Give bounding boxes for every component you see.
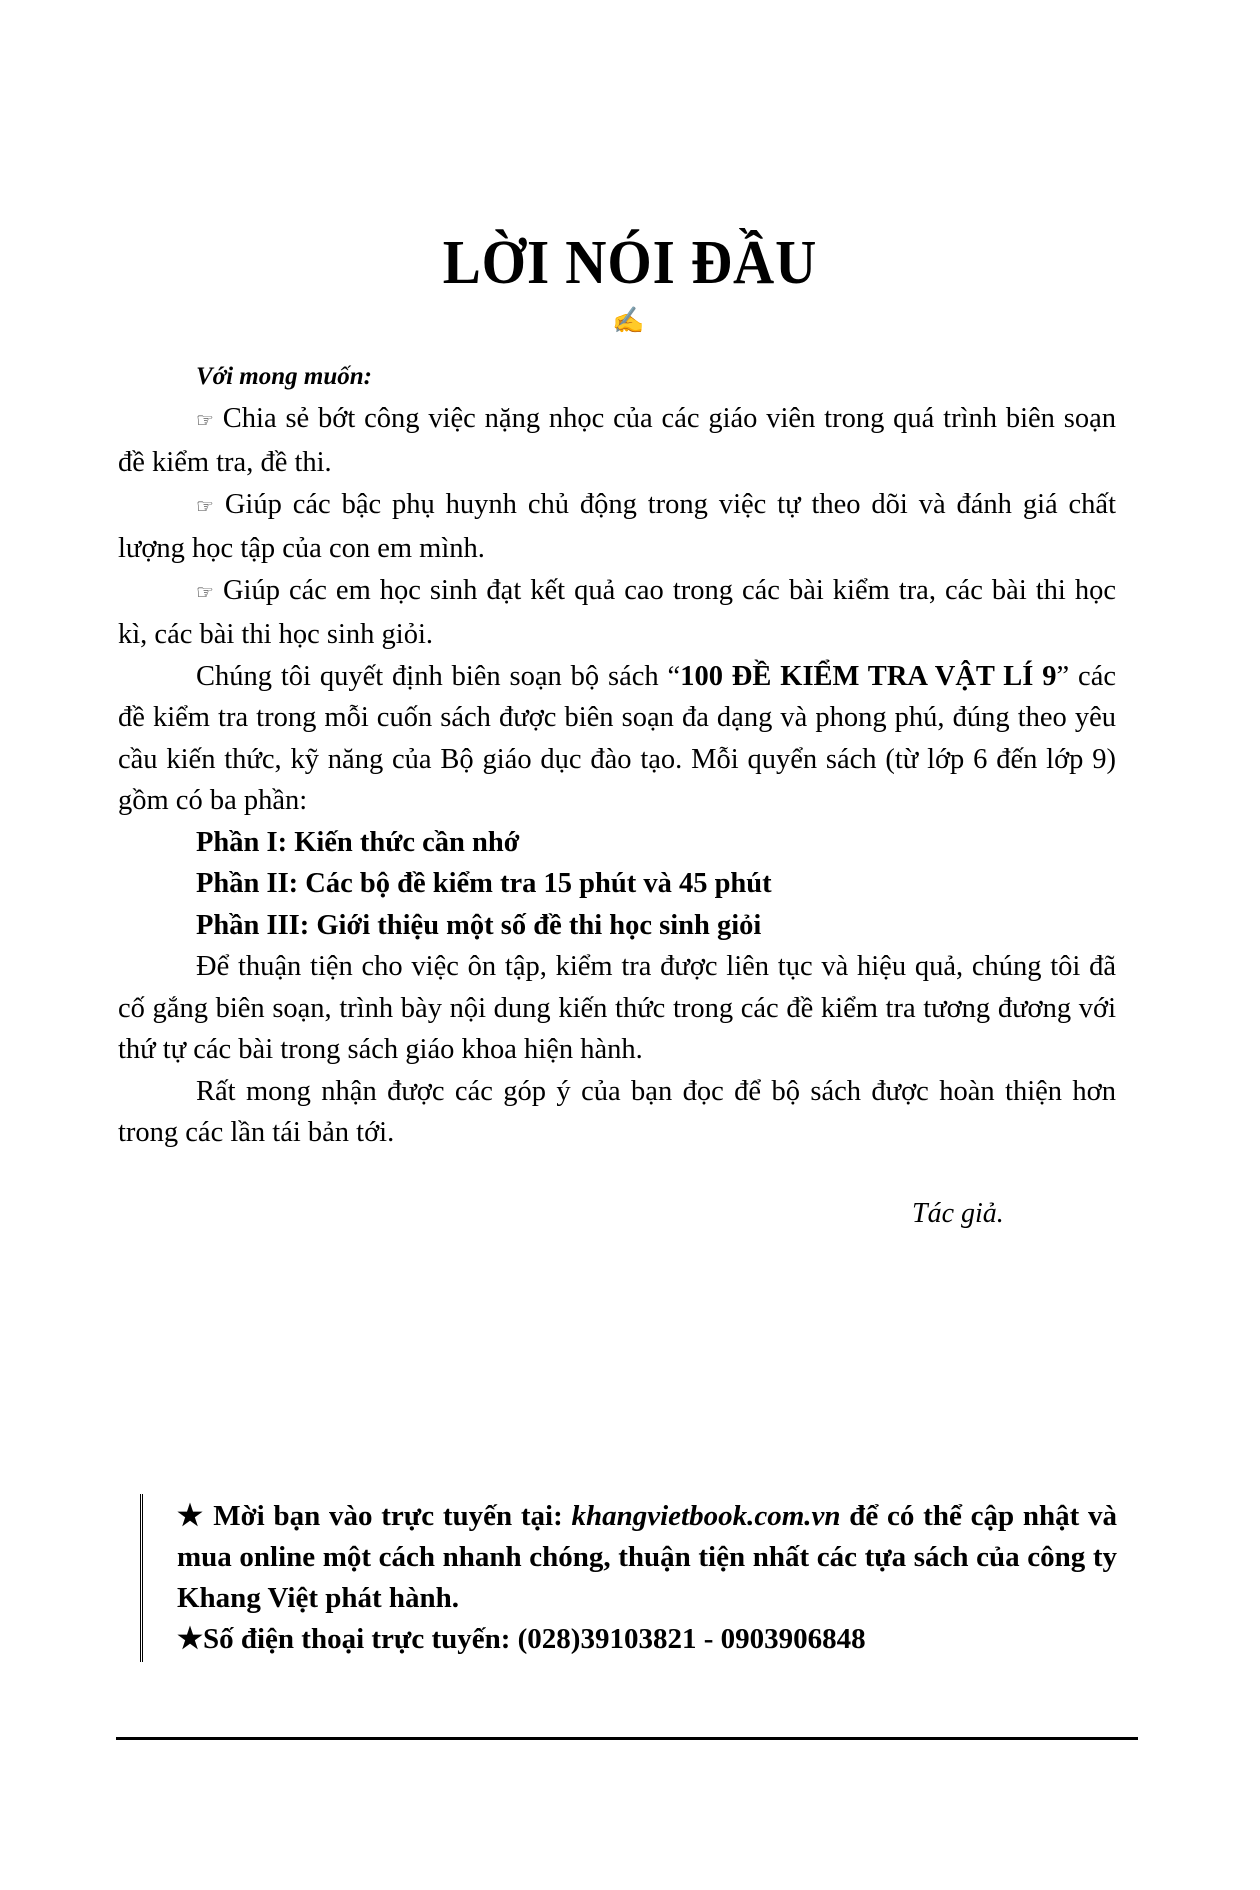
bullet-item: ☞ Giúp các em học sinh đạt kết quả cao trong các bài kiểm tra, các bài thi học kì, các bài thi học sinh giỏi. [118,574,1117,650]
book-title: 100 ĐỀ KIỂM TRA VẬT LÍ 9 [680,660,1057,692]
intro-heading: Với mong muốn: [196,363,372,390]
notice-text: ★ Mời bạn vào trực tuyến tại: khangvietbook.com.vn để có thể cập nhật và mua online một cách nhanh chóng, thuận tiện nhất các tựa sách của công ty Khang Việt phát hành. ★Số điện thoại trực tuyến: (028)39103821 - 0903906848 [177,1500,1117,1655]
bottom-divider [116,1737,1138,1740]
signature: Tác giả. [912,1198,1004,1229]
website-link: khangvietbook.com.vn [571,1500,841,1532]
part-item: Phần I: Kiến thức cần nhớ [196,826,520,858]
part-item: Phần II: Các bộ đề kiểm tra 15 phút và 45 phút [196,868,772,899]
part-item: Phần III: Giới thiệu một số đề thi học sinh giỏi [196,909,762,941]
preface-body [118,356,1116,1154]
bullet-item: ☞ Giúp các bậc phụ huynh chủ động trong việc tự theo dõi và đánh giá chất lượng học tập của con em mình. [118,488,1117,564]
pointing-hand-icon: ☞ [196,495,214,518]
pen-icon: ✍ [612,306,645,335]
phone-line: ★Số điện thoại trực tuyến: (028)39103821 - 0903906848 [177,1623,866,1655]
pointing-hand-icon: ☞ [196,409,214,432]
pointing-hand-icon: ☞ [196,581,214,604]
paragraph: Rất mong nhận được các góp ý của bạn đọc để bộ sách được hoàn thiện hơn trong các lần tái bản tới. [118,1075,1116,1148]
paragraph: Để thuận tiện cho việc ôn tập, kiểm tra được liên tục và hiệu quả, chúng tôi đã cố gắng biên soạn, trình bày nội dung kiến thức trong các đề kiểm tra tương đương với thứ tự các bài trong sách giáo khoa hiện hành. [118,951,1116,1065]
bullet-item: ☞ Chia sẻ bớt công việc nặng nhọc của các giáo viên trong quá trình biên soạn đề kiểm tra, đề thi. [118,402,1116,478]
paragraph: Chúng tôi quyết định biên soạn bộ sách “100 ĐỀ KIỂM TRA VẬT LÍ 9” các đề kiểm tra trong mỗi cuốn sách được biên soạn đa dạng và phong phú, đúng theo yêu cầu kiến thức, kỹ năng của Bộ giáo dục đào tạo. Mỗi quyển sách (từ lớp 6 đến lớp 9) gồm có ba phần: [118,660,1117,816]
notice-box [140,1494,1143,1662]
page-title: LỜI NÓI ĐẦU [442,229,818,297]
